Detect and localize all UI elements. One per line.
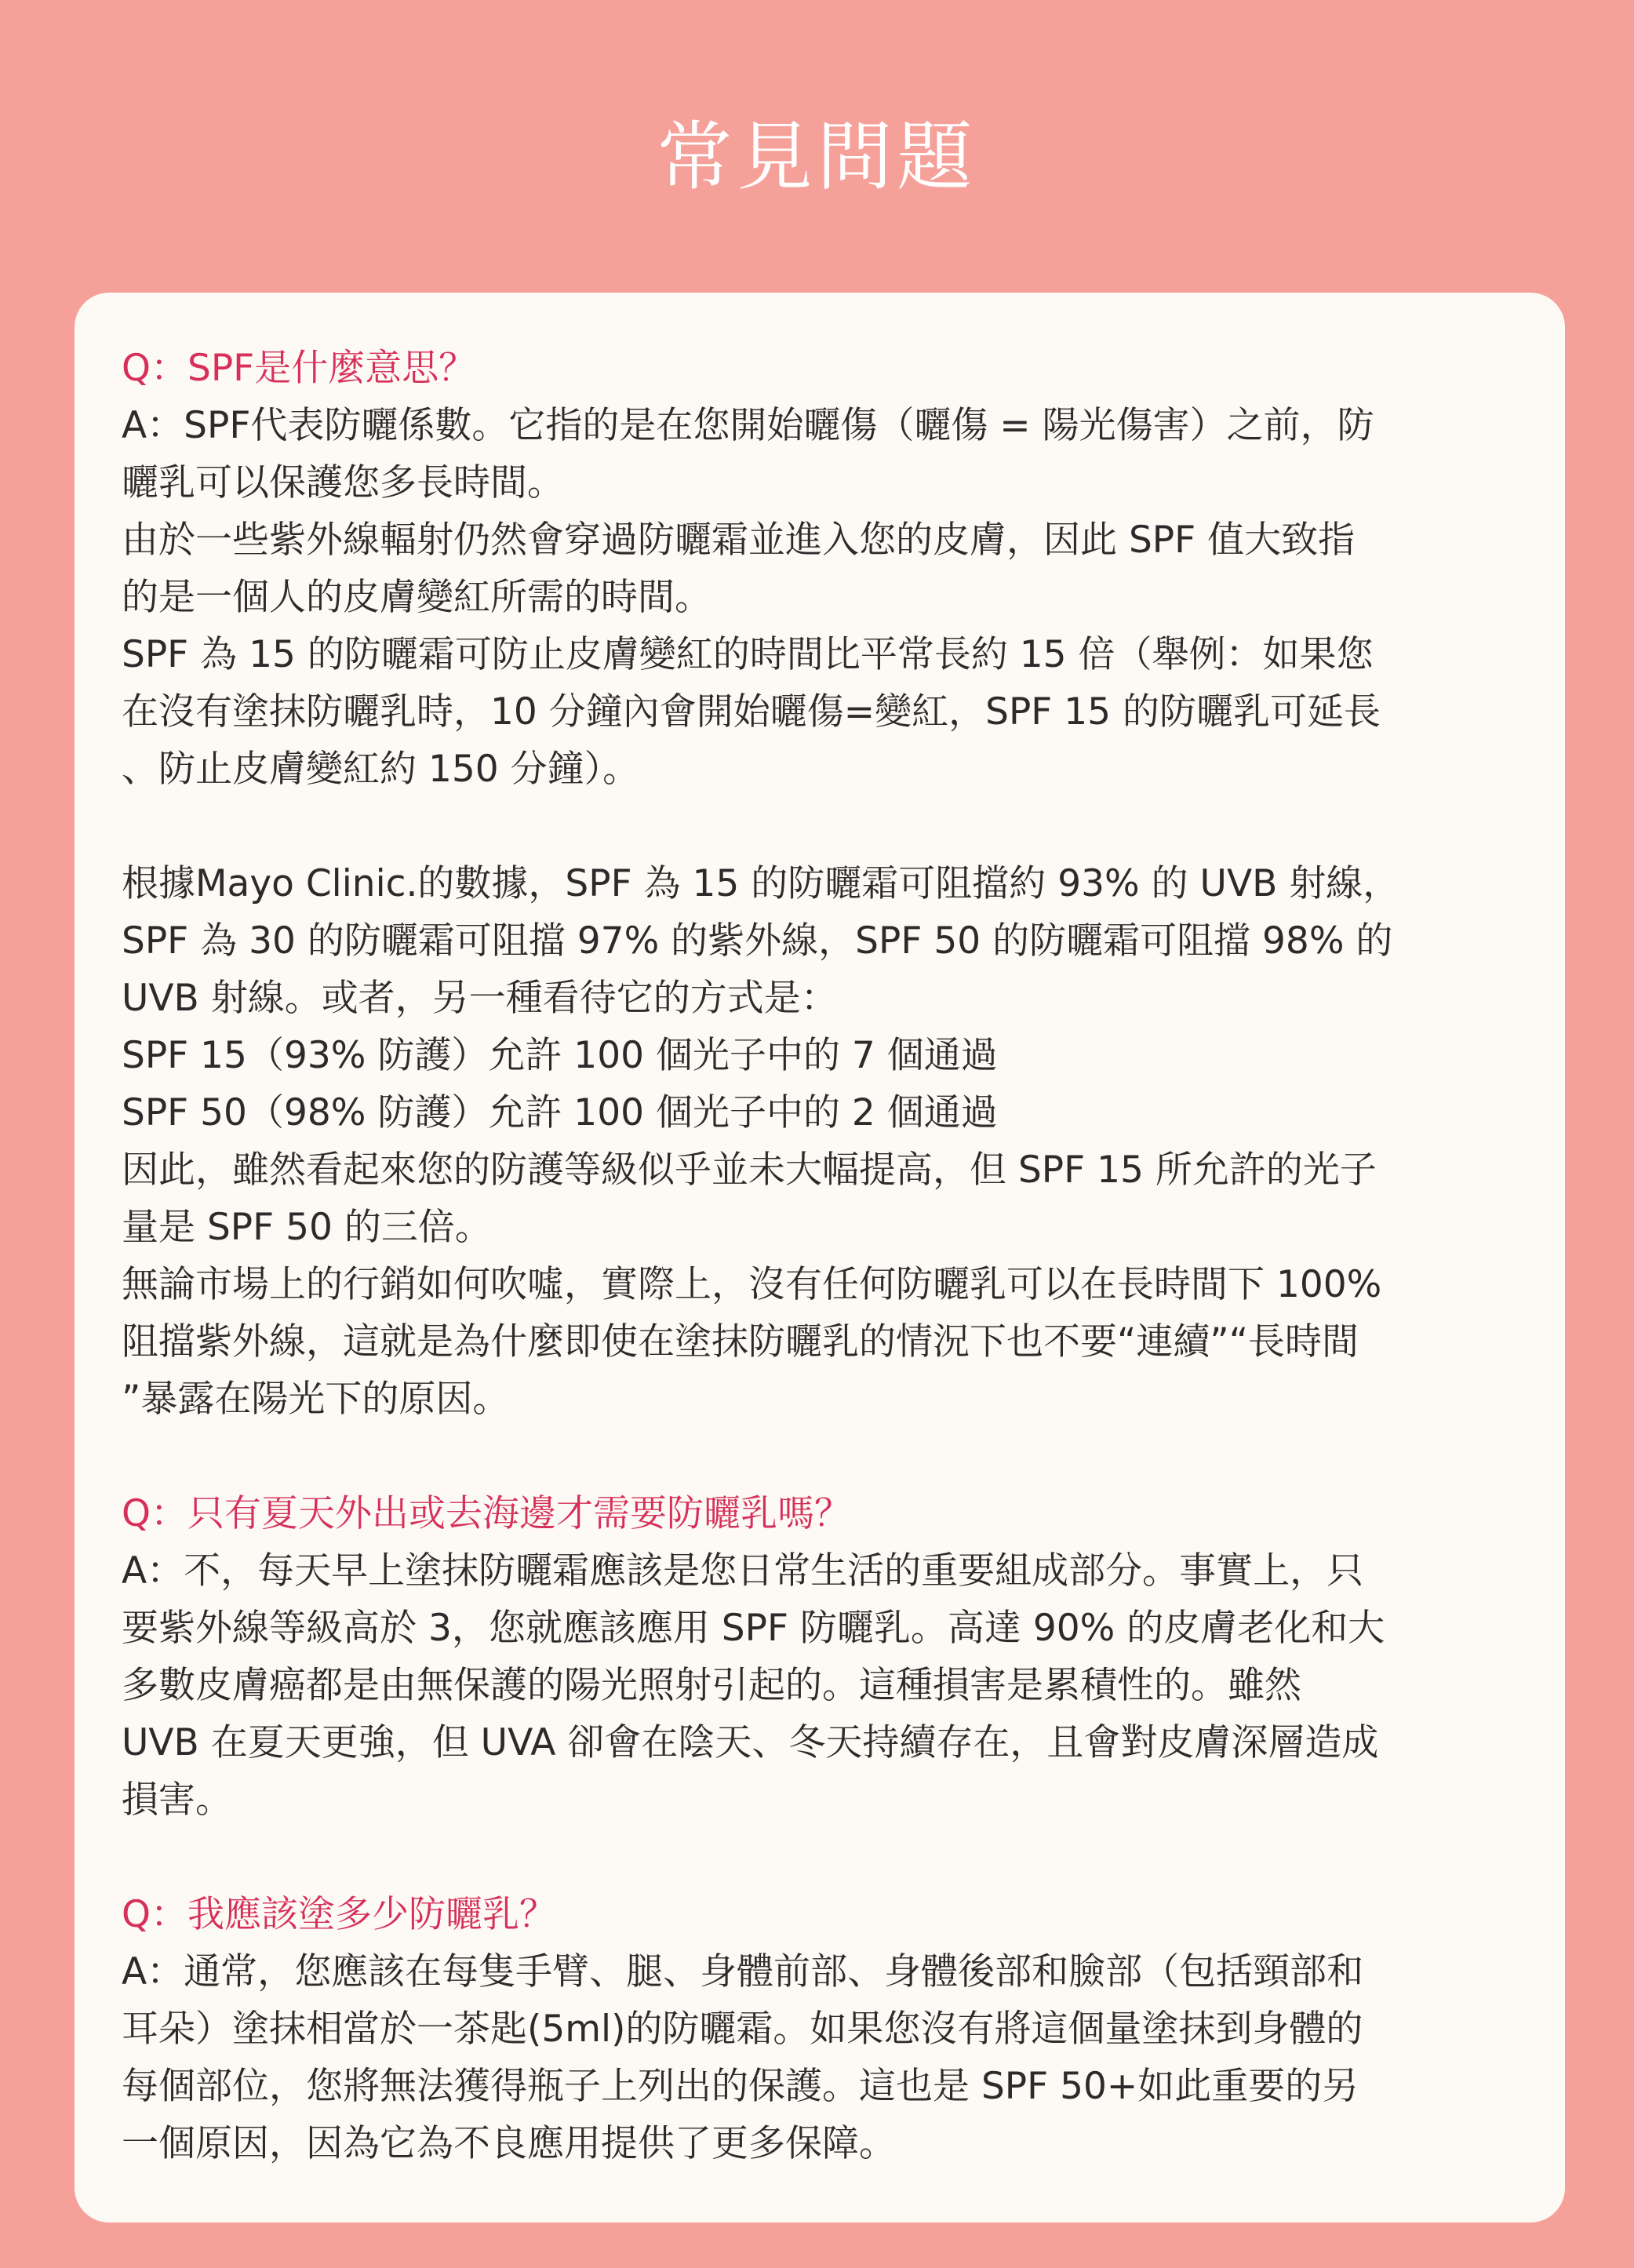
faq-answer-1-line: 無論市場上的行銷如何吹噓，實際上，沒有任何防曬乳可以在長時間下 100% bbox=[122, 1263, 1382, 1306]
faq-answer-2-line: A：不，每天早上塗抹防曬霜應該是您日常生活的重要組成部分。事實上，只 bbox=[122, 1549, 1364, 1593]
faq-answer-3-line: A：通常，您應該在每隻手臂、腿、身體前部、身體後部和臉部（包括頸部和 bbox=[122, 1950, 1364, 1993]
faq-question-1: Q：SPF是什麼意思？ bbox=[122, 347, 476, 390]
faq-question-2: Q：只有夏天外出或去海邊才需要防曬乳嗎？ bbox=[122, 1492, 851, 1535]
faq-answer-1-line: 量是 SPF 50 的三倍。 bbox=[122, 1206, 492, 1249]
faq-answer-1-line: 的是一個人的皮膚變紅所需的時間。 bbox=[122, 576, 711, 619]
paragraph-spacer bbox=[122, 1829, 1519, 1886]
faq-answer-1-line: 阻擋紫外線，這就是為什麼即使在塗抹防曬乳的情況下也不要“連續”“長時間 bbox=[122, 1320, 1359, 1363]
faq-answer-1-line: 曬乳可以保護您多長時間。 bbox=[122, 461, 564, 504]
faq-card bbox=[75, 293, 1565, 2222]
paragraph-spacer bbox=[122, 1428, 1519, 1485]
faq-answer-1-line: 在沒有塗抹防曬乳時，10 分鐘內會開始曬傷=變紅，SPF 15 的防曬乳可延長 bbox=[122, 690, 1381, 734]
paragraph-spacer bbox=[122, 798, 1519, 855]
faq-question-3: Q：我應該塗多少防曬乳？ bbox=[122, 1893, 556, 1936]
faq-answer-3-line: 一個原因，因為它為不良應用提供了更多保障。 bbox=[122, 2122, 896, 2165]
faq-answer-3-line: 耳朵）塗抹相當於一茶匙(5ml)的防曬霜。如果您沒有將這個量塗抹到身體的 bbox=[122, 2008, 1363, 2051]
faq-answer-2-line: 多數皮膚癌都是由無保護的陽光照射引起的。這種損害是累積性的。雖然 bbox=[122, 1664, 1301, 1707]
faq-answer-1-line: 根據Mayo Clinic.的數據，SPF 為 15 的防曬霜可阻擋約 93% 的 UVB 射線， bbox=[122, 862, 1400, 905]
faq-answer-1-line: UVB 射線。或者，另一種看待它的方式是： bbox=[122, 977, 838, 1020]
faq-answer-1-line: SPF 15（93% 防護）允許 100 個光子中的 7 個通過 bbox=[122, 1034, 998, 1077]
faq-answer-1-line: 因此，雖然看起來您的防護等級似乎並未大幅提高，但 SPF 15 所允許的光子 bbox=[122, 1149, 1377, 1192]
page-title: 常見問題 bbox=[657, 113, 977, 201]
faq-answer-1-line: SPF 50（98% 防護）允許 100 個光子中的 2 個通過 bbox=[122, 1091, 998, 1134]
faq-answer-3-line: 每個部位，您將無法獲得瓶子上列出的保護。這也是 SPF 50+如此重要的另 bbox=[122, 2065, 1359, 2108]
faq-answer-2-line: 損害。 bbox=[122, 1778, 232, 1822]
faq-answer-1-line: 、防止皮膚變紅約 150 分鐘）。 bbox=[122, 748, 640, 791]
faq-answer-2-line: UVB 在夏天更強，但 UVA 卻會在陰天、冬天持續存在，且會對皮膚深層造成 bbox=[122, 1721, 1379, 1764]
faq-answer-1-line: SPF 為 15 的防曬霜可防止皮膚變紅的時間比平常長約 15 倍（舉例：如果您 bbox=[122, 633, 1374, 676]
faq-answer-1-line: 由於一些紫外線輻射仍然會穿過防曬霜並進入您的皮膚，因此 SPF 值大致指 bbox=[122, 519, 1356, 562]
faq-answer-2-line: 要紫外線等級高於 3，您就應該應用 SPF 防曬乳。高達 90% 的皮膚老化和大 bbox=[122, 1607, 1385, 1650]
faq-answer-1-line: ”暴露在陽光下的原因。 bbox=[122, 1378, 510, 1421]
faq-answer-1-line: SPF 為 30 的防曬霜可阻擋 97% 的紫外線，SPF 50 的防曬霜可阻擋 98% 的 bbox=[122, 919, 1393, 963]
faq-answer-1-line: A：SPF代表防曬係數。它指的是在您開始曬傷（曬傷 = 陽光傷害）之前，防 bbox=[122, 404, 1374, 447]
